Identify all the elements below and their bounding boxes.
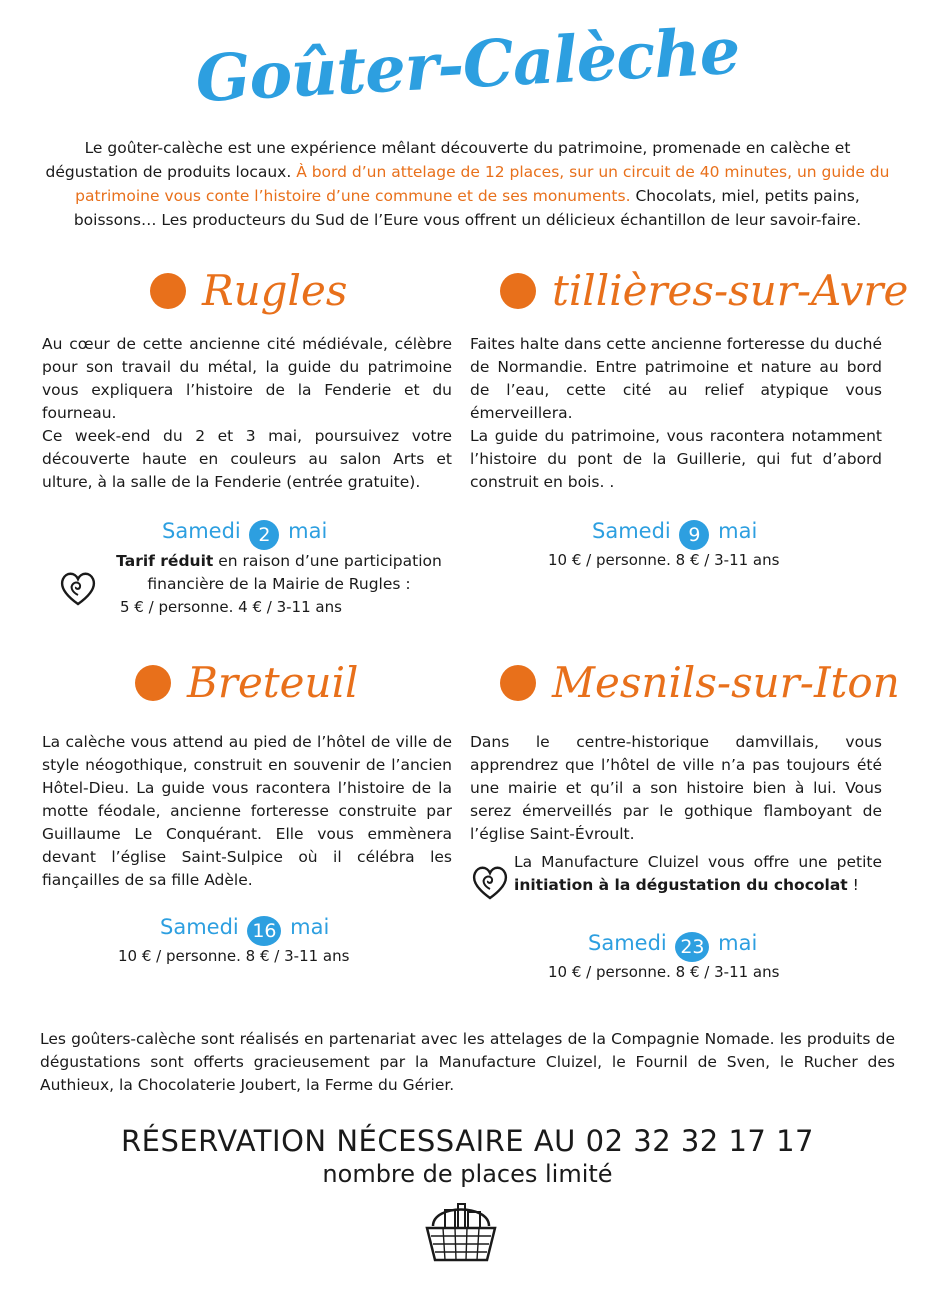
mesnils-tasting-note bbox=[514, 851, 882, 897]
note-text: en raison d’une participation financière de la Mairie de Rugles : bbox=[147, 552, 442, 593]
price-rugles: 5 € / personne. 4 € / 3-11 ans bbox=[120, 598, 342, 616]
intro-part3: Chocolats, miel, petits pains, boissons… Les producteurs du Sud de l’Eure vous offrent un délicieux échantillon de leur savoir-faire. bbox=[73, 187, 862, 229]
tillieres-para-2: La guide du patrimoine, vous racontera notamment l’histoire du pont de la Guillerie, qui fut d’abord construit en bois. . bbox=[470, 427, 882, 491]
mesnils-description bbox=[470, 731, 882, 846]
bullet-dot bbox=[150, 273, 186, 309]
date-suffix: mai bbox=[290, 915, 330, 939]
date-day-badge: 16 bbox=[247, 916, 281, 946]
date-suffix: mai bbox=[288, 519, 328, 543]
date-prefix: Samedi bbox=[592, 519, 671, 543]
basket-icon bbox=[421, 1200, 501, 1264]
section-header-tillieres bbox=[500, 266, 908, 315]
bullet-dot bbox=[500, 665, 536, 701]
date-tillieres bbox=[592, 519, 757, 550]
rugles-discount-note bbox=[104, 550, 454, 596]
date-suffix: mai bbox=[718, 519, 758, 543]
date-day-badge: 2 bbox=[249, 520, 279, 550]
date-breteuil bbox=[160, 915, 329, 946]
section-header-breteuil bbox=[135, 658, 358, 707]
page-title: Goûter-Calèche bbox=[193, 13, 742, 118]
intro-highlight: À bord d’un attelage de 12 places, sur un circuit de 40 minutes, un guide du patrimoine vous conte l’histoire d’une commune et de ses monuments. bbox=[75, 163, 890, 205]
bullet-dot bbox=[135, 665, 171, 701]
date-prefix: Samedi bbox=[588, 931, 667, 955]
breteuil-para-1: La calèche vous attend au pied de l’hôtel de ville de style néogothique, construit en souvenir de l’ancien Hôtel-Dieu. La guide vous racontera l’histoire de la motte féodale, ancienne forteresse construite par Guillaume Le Conquérant. Elle vous emmènera devant l’église Saint-Sulpice où il célébra les fiançailles de sa fille Adèle. bbox=[42, 733, 452, 889]
note-text: La Manufacture Cluizel vous offre une petite bbox=[514, 853, 882, 871]
price-mesnils: 10 € / personne. 8 € / 3-11 ans bbox=[548, 963, 780, 981]
section-header-rugles bbox=[150, 266, 347, 315]
heart-swirl-icon bbox=[470, 862, 510, 902]
section-title-tillieres: tillières-sur-Avre bbox=[552, 266, 909, 315]
intro-text bbox=[40, 136, 895, 232]
breteuil-description bbox=[42, 731, 452, 892]
mesnils-para-1: Dans le centre-historique damvillais, vous apprendrez que l’hôtel de ville n’a pas toujours été une mairie et qu’il a son histoire bien à lui. Vous serez émerveillés par le gothique flamboyant de l’église Saint-Évroult. bbox=[470, 733, 882, 843]
intro-part1: Le goûter-calèche est une expérience mêlant découverte du patrimoine, promenade en calèche et dégustation de produits locaux. bbox=[45, 139, 851, 181]
partners-text: Les goûters-calèche sont réalisés en partenariat avec les attelages de la Compagnie Nomade. les produits de dégustations sont offerts gracieusement par la Manufacture Cluizel, le Fournil de Sven, le Rucher des Authieux, la Chocolaterie Joubert, la Ferme du Gérier. bbox=[40, 1030, 895, 1094]
section-title-breteuil: Breteuil bbox=[187, 658, 359, 707]
note-end: ! bbox=[847, 876, 859, 894]
section-title-mesnils: Mesnils-sur-Iton bbox=[552, 658, 900, 707]
date-prefix: Samedi bbox=[160, 915, 239, 939]
date-day-badge: 23 bbox=[675, 932, 709, 962]
bullet-dot bbox=[500, 273, 536, 309]
date-prefix: Samedi bbox=[162, 519, 241, 543]
rugles-para-1: Au cœur de cette ancienne cité médiévale, célèbre pour son travail du métal, la guide du patrimoine vous expliquera l’histoire de la Fenderie et du fourneau. bbox=[42, 335, 452, 422]
price-tillieres: 10 € / personne. 8 € / 3-11 ans bbox=[548, 551, 780, 569]
price-breteuil: 10 € / personne. 8 € / 3-11 ans bbox=[118, 947, 350, 965]
section-header-mesnils bbox=[500, 658, 900, 707]
section-title-rugles: Rugles bbox=[202, 266, 348, 315]
date-day-badge: 9 bbox=[679, 520, 709, 550]
note-bold: Tarif réduit bbox=[116, 552, 214, 570]
rugles-description bbox=[42, 333, 452, 494]
date-suffix: mai bbox=[718, 931, 758, 955]
date-rugles bbox=[162, 519, 327, 550]
rugles-para-2: Ce week-end du 2 et 3 mai, poursuivez votre découverte haute en couleurs au salon Arts et ulture, à la salle de la Fenderie (entrée gratuite). bbox=[42, 427, 452, 491]
limited-places: nombre de places limité bbox=[322, 1160, 613, 1188]
note-bold: initiation à la dégustation du chocolat bbox=[514, 876, 848, 894]
tillieres-description bbox=[470, 333, 882, 494]
heart-swirl-icon bbox=[58, 568, 98, 608]
reservation-phone: RÉSERVATION NÉCESSAIRE AU 02 32 32 17 17 bbox=[120, 1124, 815, 1158]
tillieres-para-1: Faites halte dans cette ancienne forteresse du duché de Normandie. Entre patrimoine et nature au bord de l’eau, cette cité au relief atypique vous émerveillera. bbox=[470, 335, 882, 422]
date-mesnils bbox=[588, 931, 757, 962]
